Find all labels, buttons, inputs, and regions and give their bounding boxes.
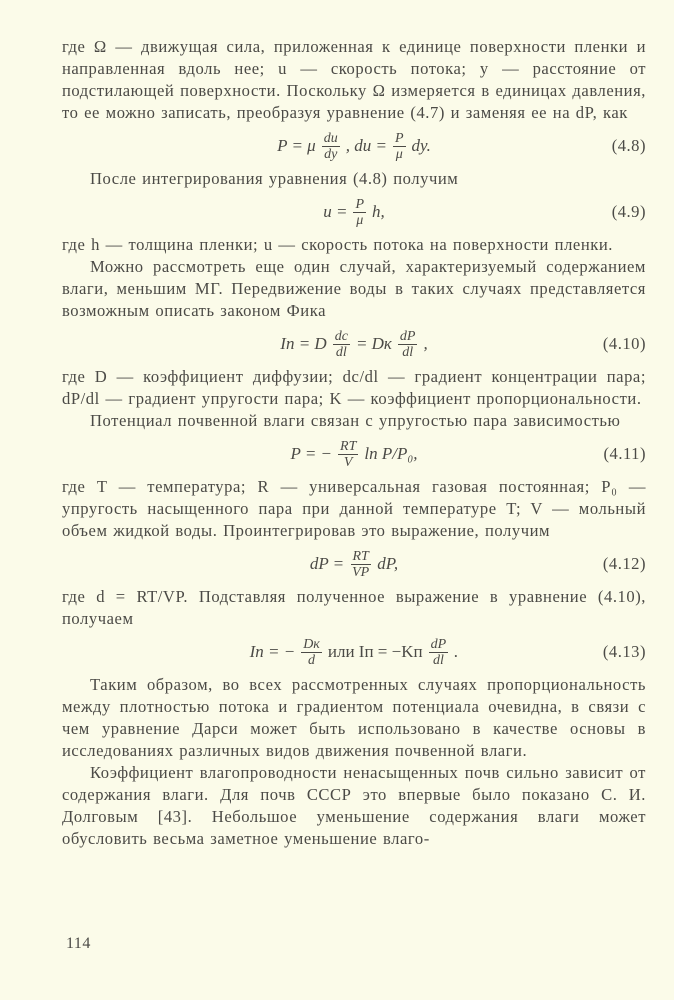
eq-term: dP, xyxy=(377,554,399,573)
numerator: dP xyxy=(399,328,416,344)
page-number: 114 xyxy=(66,935,91,952)
numerator: dP xyxy=(430,636,447,652)
equation-number: (4.13) xyxy=(602,642,646,661)
eq-term: Iп = − xyxy=(249,642,296,661)
equation-number: (4.9) xyxy=(611,202,646,221)
equation-body xyxy=(250,637,459,668)
fraction xyxy=(338,439,358,470)
denominator: VP xyxy=(352,564,370,580)
fraction xyxy=(398,329,418,360)
eq-term: dy. xyxy=(411,136,431,155)
eq-term: , du = xyxy=(345,136,387,155)
equation-number: (4.11) xyxy=(603,444,646,463)
paragraph-conductivity: Коэффициент влагопроводности ненасыщенных почв сильно зависит от содержания влаги. Для почв СССР это впервые было показано С. И. Долговым [43]. Небольшое уменьшение содержания влаги может обусловить весьма заметное уменьшение влаго- xyxy=(62,763,646,848)
equation-number: (4.10) xyxy=(602,334,646,353)
equation-number: (4.12) xyxy=(602,554,646,573)
paragraph-fick-law: Можно рассмотреть еще один случай, характеризуемый содержанием влаги, меньшим МГ. Передвижение воды в таких случаях представляется возможным описать законом Фика xyxy=(62,257,646,320)
eq-term: , xyxy=(423,334,428,353)
equation-4-11 xyxy=(62,432,646,476)
paragraph-conclusion-darcy: Таким образом, во всех рассмотренных случаях пропорциональность между плотностью потока и градиентом потенциала очевидна, в связи с чем уравнение Дарси может быть использовано в качестве основы в исследованиях различных видов движения почвенной влаги. xyxy=(62,675,646,760)
paragraph-diffusion-definition: где D — коэффициент диффузии; dc/dl — градиент концентрации пара; dP/dl — градиент упругости пара; K — коэффициент пропорциональности. xyxy=(62,367,646,408)
paragraph-omega-definition: где Ω — движущая сила, приложенная к единице поверхности пленки и направленная вдоль нее; u — скорость потока; y — расстояние от подстилающей поверхности. Поскольку Ω измеряется в единицах давления, то ее можно записать, преобразуя уравнение (4.7) и заменяя ее на dP, как xyxy=(62,37,646,122)
eq-term: dP = xyxy=(309,554,345,573)
eq-term: . xyxy=(454,642,459,661)
fraction xyxy=(350,549,371,580)
equation-body xyxy=(277,131,431,162)
eq-term: ln P/P₀, xyxy=(364,444,418,463)
denominator: d xyxy=(308,652,316,668)
eq-term: u = xyxy=(323,202,348,221)
equation-4-8 xyxy=(62,124,646,168)
denominator: dy xyxy=(324,146,338,162)
equation-4-13 xyxy=(62,630,646,674)
eq-term: h, xyxy=(372,202,385,221)
paragraph-d-definition: где d = RT/VP. Подставляя полученное выражение в уравнение (4.10), получаем xyxy=(62,587,646,628)
equation-body xyxy=(280,329,427,360)
numerator: RT xyxy=(340,438,357,454)
equation-number: (4.8) xyxy=(611,136,646,155)
fraction xyxy=(429,637,449,668)
equation-4-9 xyxy=(62,190,646,234)
paragraph-temperature-definition: где T — температура; R — универсальная газовая постоянная; P₀ — упругость насыщенного пара при данной температуре T; V — мольный объем жидкой воды. Проинтегрировав это выражение, получим xyxy=(62,477,646,540)
denominator: μ xyxy=(356,212,364,228)
eq-term: Iп = D xyxy=(280,334,327,353)
equation-4-10 xyxy=(62,322,646,366)
paragraph-potential: Потенциал почвенной влаги связан с упругостью пара зависимостью xyxy=(90,411,621,430)
paragraph-integration: После интегрирования уравнения (4.8) получим xyxy=(90,169,459,188)
equation-4-12 xyxy=(62,542,646,586)
fraction xyxy=(333,329,350,360)
numerator: RT xyxy=(352,548,369,564)
eq-term: P = − xyxy=(290,444,333,463)
numerator: du xyxy=(323,130,338,146)
numerator: dc xyxy=(334,328,348,344)
denominator: μ xyxy=(395,146,403,162)
numerator: P xyxy=(355,196,365,212)
document-page xyxy=(62,36,646,850)
eq-term: P = μ xyxy=(277,136,316,155)
denominator: dl xyxy=(432,652,444,668)
denominator: dl xyxy=(335,344,347,360)
fraction xyxy=(301,637,322,668)
equation-body xyxy=(323,197,385,228)
denominator: dl xyxy=(402,344,414,360)
eq-term: = Dк xyxy=(355,334,392,353)
fraction xyxy=(353,197,366,228)
numerator: P xyxy=(394,130,404,146)
fraction xyxy=(393,131,406,162)
equation-body xyxy=(291,439,418,470)
equation-body xyxy=(310,549,398,580)
numerator: Dк xyxy=(303,636,320,652)
paragraph-h-definition: где h — толщина пленки; u — скорость потока на поверхности пленки. xyxy=(62,235,613,254)
fraction xyxy=(322,131,340,162)
eq-term: или Iп = −Kп xyxy=(327,642,423,661)
denominator: V xyxy=(343,454,353,470)
